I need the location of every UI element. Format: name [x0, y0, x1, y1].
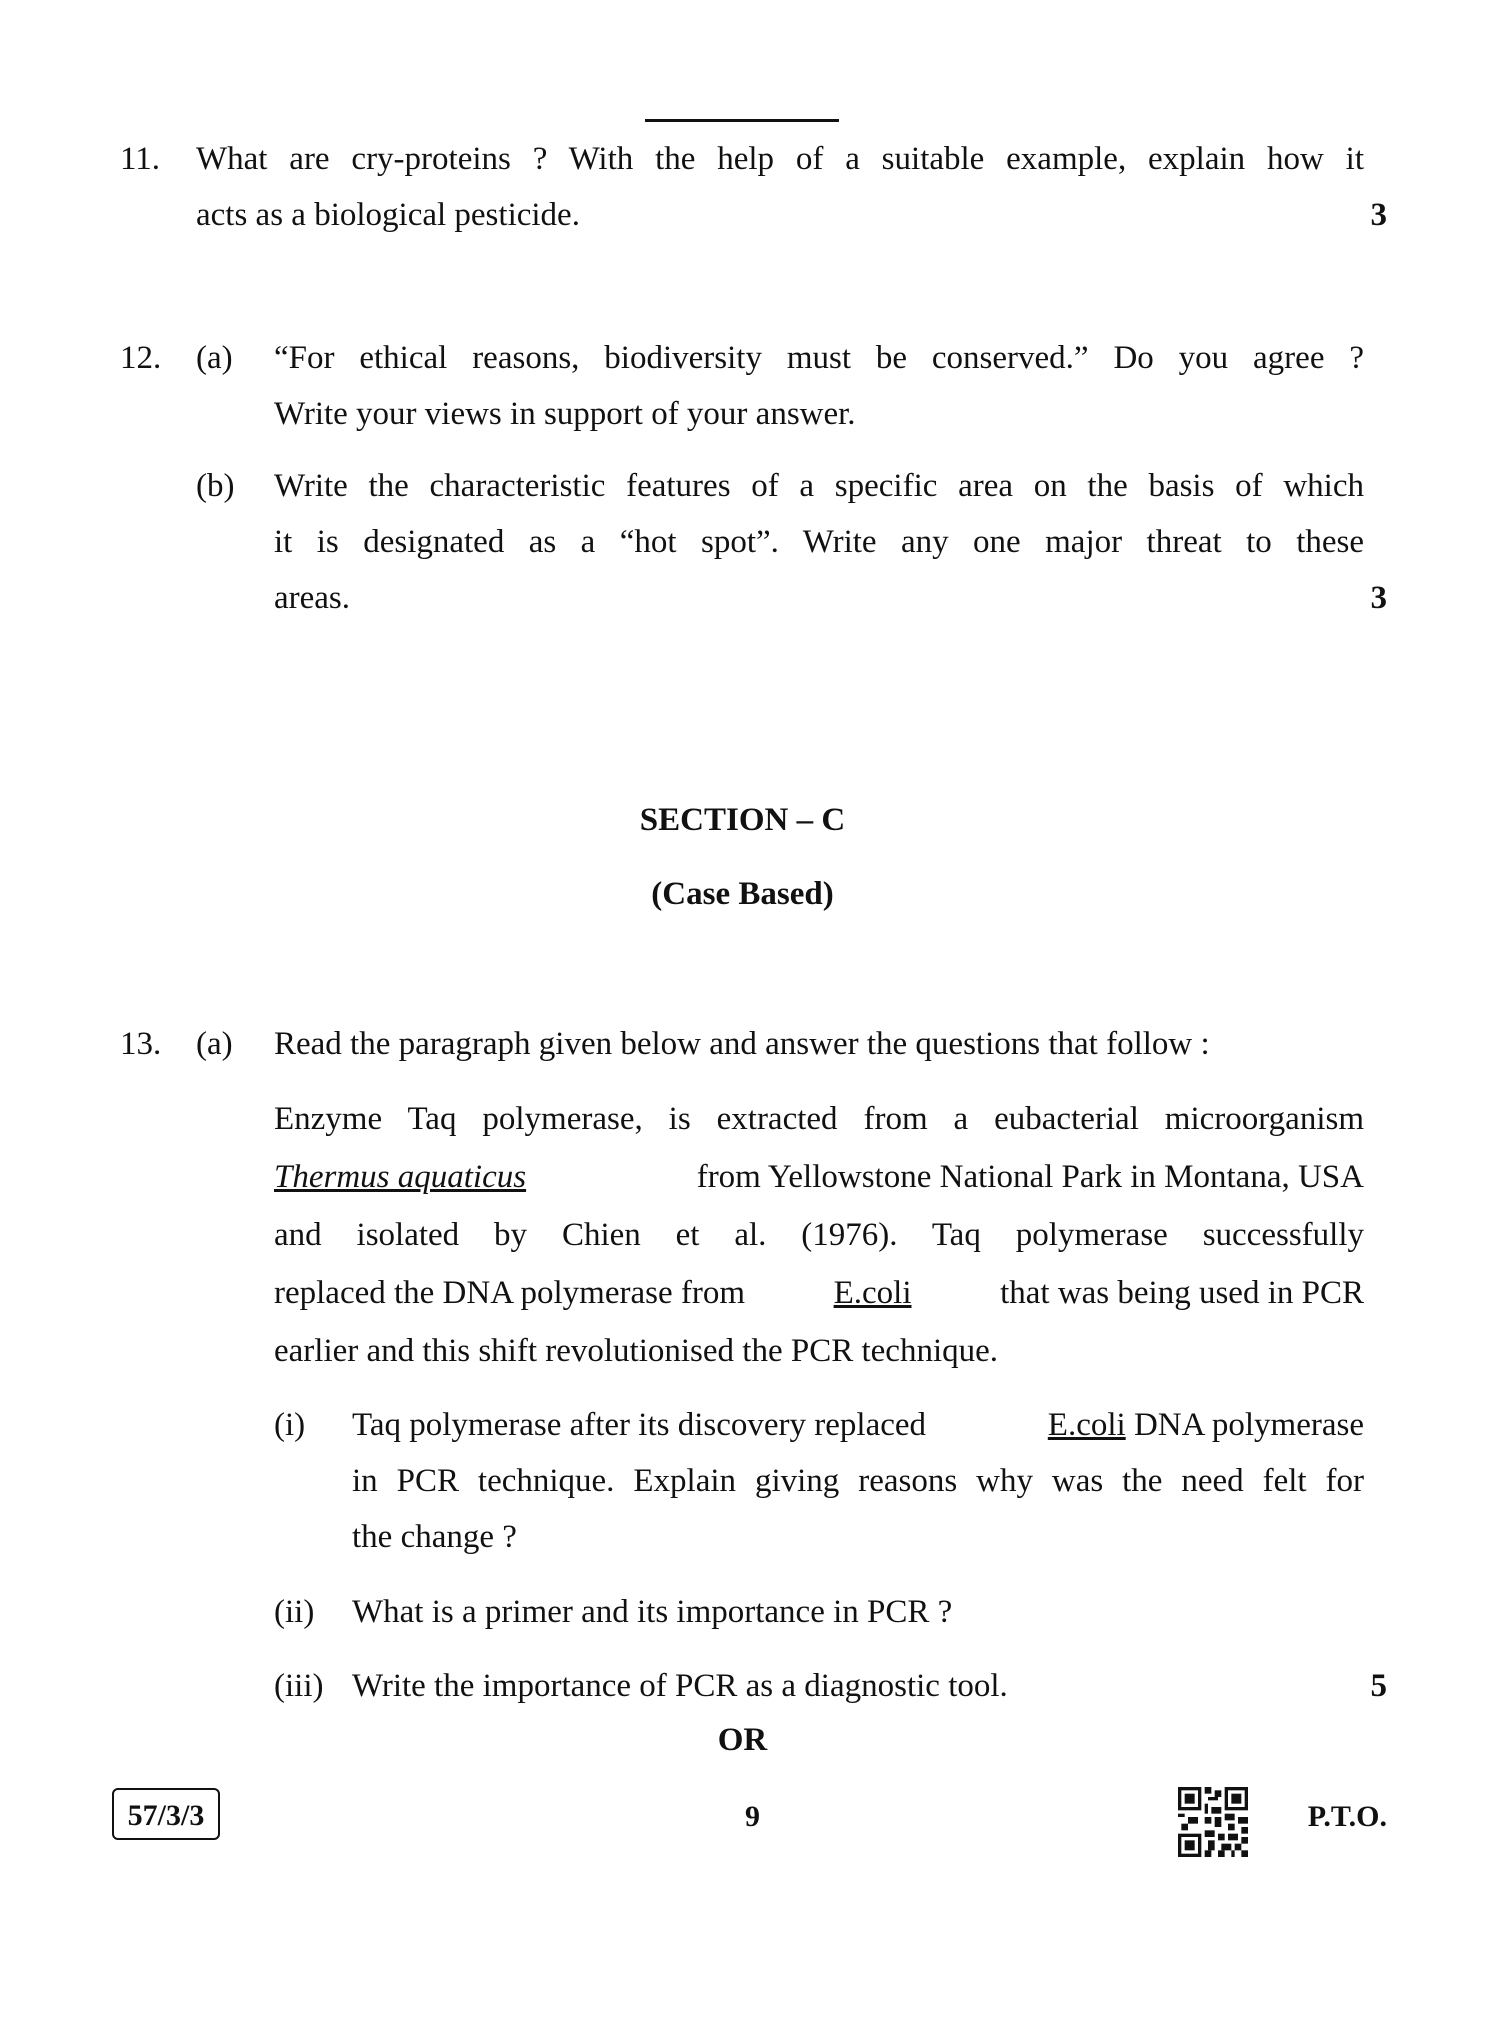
part-label-a: (a) [196, 340, 233, 376]
line: Write the characteristic features of a specific area on the basis of which [274, 468, 1364, 504]
page-number: 9 [745, 1800, 760, 1833]
line: in PCR technique. Explain giving reasons why was the need felt for [352, 1463, 1364, 1499]
question-intro: Read the paragraph given below and answer the questions that follow : [274, 1026, 1210, 1062]
sub-label-ii: (ii) [274, 1594, 315, 1630]
sub-question-i [352, 1397, 1364, 1565]
line: areas. [274, 580, 351, 616]
section-subtitle: (Case Based) [651, 876, 834, 912]
paper-code: 57/3/3 [112, 1788, 220, 1840]
line-part: DNA polymerase [1133, 1407, 1364, 1443]
line-part: replaced the DNA polymerase from [274, 1275, 745, 1311]
question-number: 12. [120, 340, 162, 376]
line [274, 1148, 1364, 1206]
line: What are cry-proteins ? With the help of a suitable example, explain how it [196, 141, 1364, 177]
sub-label-iii: (iii) [274, 1668, 324, 1704]
part-b-text [274, 458, 1364, 626]
sub-question-iii: Write the importance of PCR as a diagnostic tool. [352, 1668, 1008, 1704]
line: Enzyme Taq polymerase, is extracted from a eubacterial microorganism [274, 1101, 1364, 1137]
question-number: 13. [120, 1026, 162, 1062]
line: and isolated by Chien et al. (1976). Taq polymerase successfully [274, 1217, 1364, 1253]
line: acts as a biological pesticide. [196, 197, 580, 233]
line: Write your views in support of your answer. [274, 396, 856, 432]
line-part: Taq polymerase after its discovery replaced [352, 1407, 927, 1443]
question-number: 11. [120, 141, 161, 177]
sub-label-i: (i) [274, 1407, 306, 1443]
line-part [1048, 1397, 1364, 1453]
line-part: that was being used in PCR [1000, 1275, 1364, 1311]
line: “For ethical reasons, biodiversity must be conserved.” Do you agree ? [274, 340, 1364, 376]
marks: 3 [1370, 580, 1387, 616]
part-label-b: (b) [196, 468, 235, 504]
part-label-a: (a) [196, 1026, 233, 1062]
species-name: Thermus aquaticus [274, 1159, 527, 1195]
line: it is designated as a “hot spot”. Write any one major threat to these [274, 524, 1364, 560]
line [274, 1264, 1364, 1322]
qr-code-icon [1178, 1787, 1248, 1857]
or-separator: OR [717, 1722, 768, 1758]
please-turn-over: P.T.O. [1307, 1800, 1387, 1833]
marks: 5 [1370, 1668, 1387, 1704]
ecoli-name: E.coli [833, 1275, 912, 1311]
line: earlier and this shift revolutionised the PCR technique. [274, 1333, 999, 1369]
line-rest: from Yellowstone National Park in Montana, USA [696, 1159, 1364, 1195]
sub-question-ii: What is a primer and its importance in PCR ? [352, 1594, 953, 1630]
marks: 3 [1370, 197, 1387, 233]
line: the change ? [352, 1519, 517, 1555]
section-title: SECTION – C [639, 802, 846, 838]
line [352, 1397, 1364, 1453]
question-text [196, 131, 1364, 243]
part-a-text [274, 330, 1364, 442]
ecoli-name: E.coli [1047, 1407, 1126, 1443]
case-paragraph [274, 1090, 1364, 1380]
top-divider [645, 119, 839, 122]
